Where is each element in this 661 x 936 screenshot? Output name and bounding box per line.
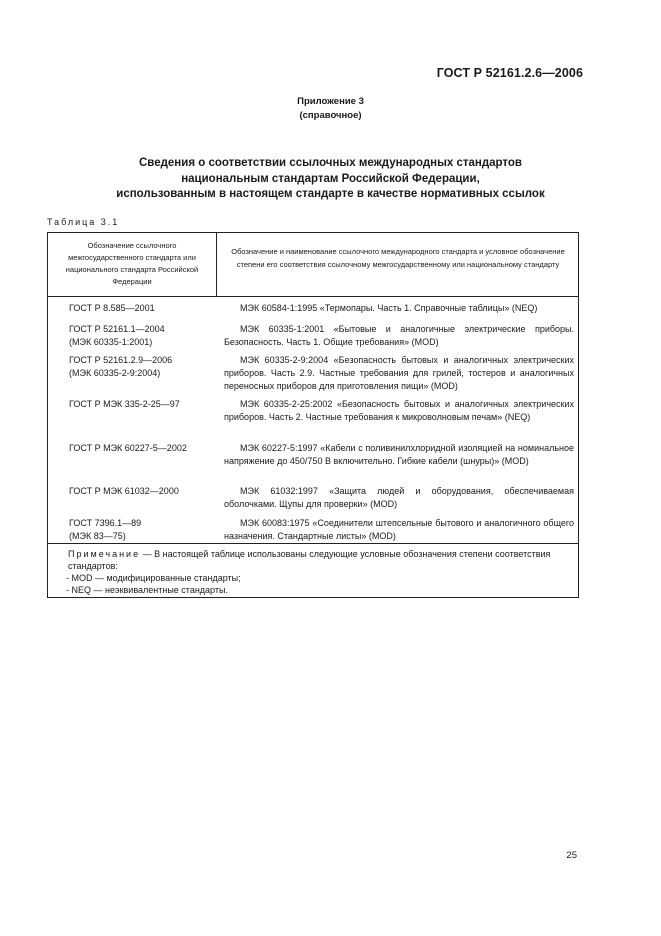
iec-cell: МЭК 61032:1997 «Защита людей и оборудования, обеспечиваемая оболочками. Щупы для проверки» (MOD) [224,486,574,509]
iec-cell: МЭК 60584-1:1995 «Термопары. Часть 1. Справочные таблицы» (NEQ) [240,303,538,313]
iec-cell: МЭК 60335-2-9:2004 «Безопасность бытовых и аналогичных электрических приборов. Часть 2.9. Частные требования для грилей, тостеров и аналогичных переносных приборов для приготовления пищи» (MOD) [224,355,574,391]
note-divider [47,543,579,544]
document-code: ГОСТ Р 52161.2.6—2006 [436,66,583,80]
column-header-gost: Обозначение ссылочного межгосударственного стандарта или национального стандарта Российской Федерации [65,241,199,286]
title-line: национальным стандартам Российской Федерации, [181,172,480,185]
page-number: 25 [566,850,577,861]
gost-cell: ГОСТ Р МЭК 335-2-25—97 [69,399,180,409]
note-item: - MOD — модифицированные стандарты; [66,573,241,583]
iec-cell: МЭК 60335-2-25:2002 «Безопасность бытовых и аналогичных электрических приборов. Часть 2. Частные требования к микроволновым печам» (NEQ) [224,399,574,422]
gost-cell: ГОСТ Р МЭК 60227-5—2002 [69,443,187,453]
column-header-iec: Обозначение и наименование ссылочного международного стандарта и условное обозначение степени его соответствия ссылочному межгосударственному или национальному стандарту [231,247,565,269]
gost-cell: ГОСТ 7396.1—89 (МЭК 83—75) [69,518,142,541]
title-line: использованным в настоящем стандарте в качестве нормативных ссылок [116,188,545,200]
iec-cell: МЭК 60335-1:2001 «Бытовые и аналогичные электрические приборы. Безопасность. Часть 1. Общие требования» (MOD) [224,324,574,347]
header-divider [47,296,579,297]
section-title [0,156,661,203]
appendix-kind: (справочное) [299,110,362,121]
gost-cell: ГОСТ Р 8.585—2001 [69,303,155,313]
title-line: Сведения о соответствии ссылочных международных стандартов [138,157,522,169]
appendix-heading [0,95,661,123]
note-item: - NEQ — неэквивалентные стандарты. [66,585,228,595]
note-label: Примечание [68,549,141,559]
gost-cell: ГОСТ Р МЭК 61032—2000 [69,486,179,496]
gost-cell: ГОСТ Р 52161.2.9—2006 (МЭК 60335-2-9:2004) [69,355,173,378]
table-note [68,548,573,596]
gost-cell: ГОСТ Р 52161.1—2004 (МЭК 60335-1:2001) [69,324,165,347]
column-divider [216,233,217,296]
iec-cell: МЭК 60227-5:1997 «Кабели с поливинилхлоридной изоляцией на номинальное напряжение до 450/750 В включительно. Гибкие кабели (шнуры)» (MOD) [224,443,574,466]
note-paragraph [68,548,573,572]
note-text: — В настоящей таблице использованы следующие условные обозначения степени соответствия стандартов: [68,549,551,571]
iec-cell: МЭК 60083:1975 «Соединители штепсельные бытового и аналогичного общего назначения. Стандартные листы» (MOD) [224,518,574,541]
table-caption: Таблица 3.1 [47,217,120,227]
appendix-label: Приложение 3 [297,96,364,107]
